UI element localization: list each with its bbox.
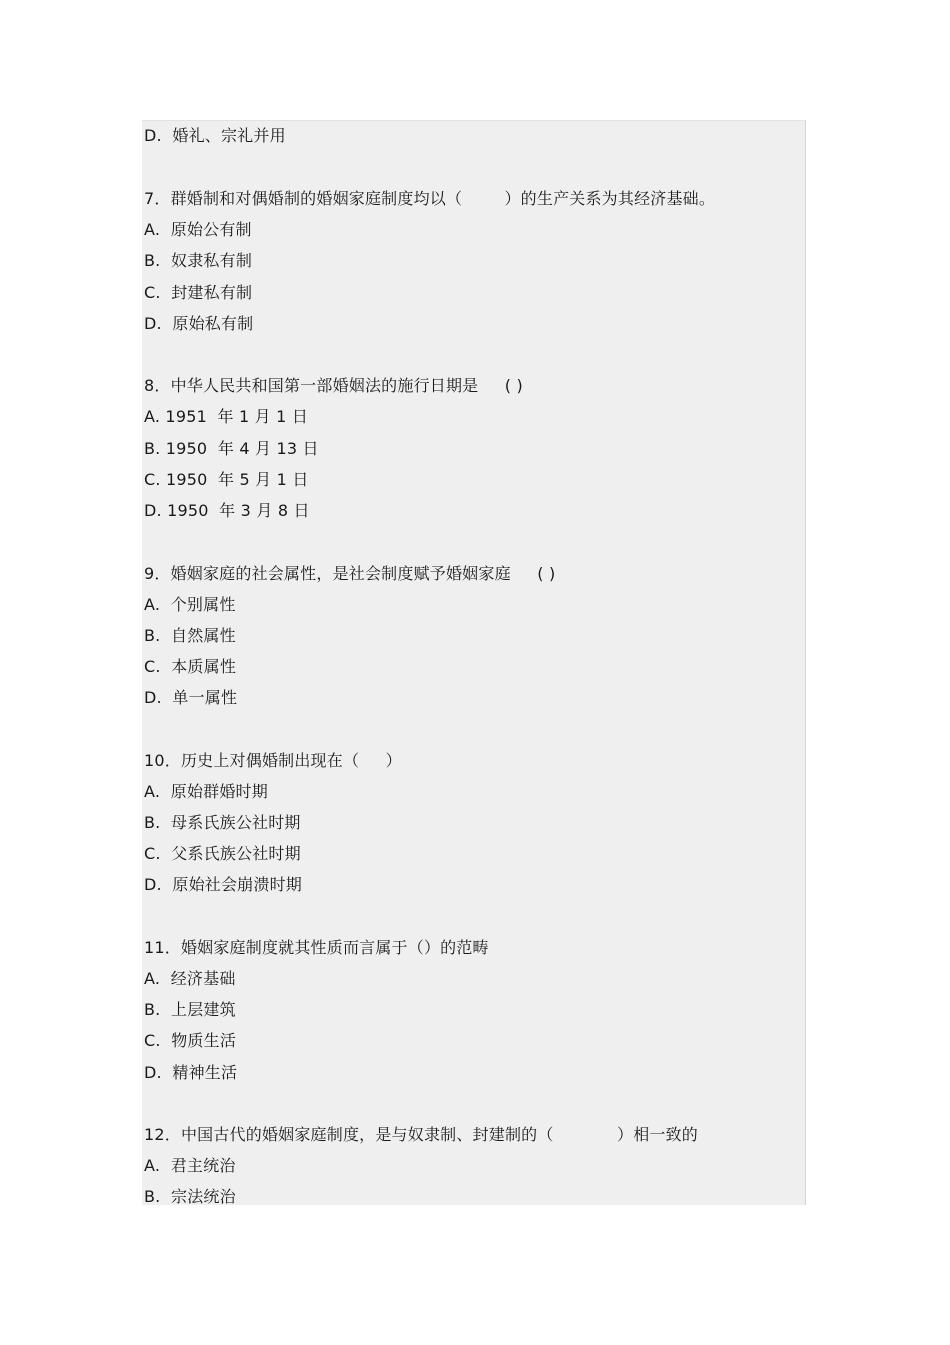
q10-question: 10．历史上对偶婚制出现在（ ） [144,751,402,770]
q7-option-a: A. 原始公有制 [144,220,252,239]
q8-option-c: C. 1950 年 5 月 1 日 [144,470,309,489]
q11-option-d: D. 精神生活 [144,1063,238,1082]
q10-option-c: C. 父系氏族公社时期 [144,844,301,863]
q12-option-b: B. 宗法统治 [144,1187,236,1206]
q7-question: 7．群婚制和对偶婚制的婚姻家庭制度均以（ ）的生产关系为其经济基础。 [144,189,716,208]
q11-question: 11．婚姻家庭制度就其性质而言属于（）的范畴 [144,938,489,957]
q9-option-a: A. 个别属性 [144,595,236,614]
q7-option-d: D. 原始私有制 [144,314,254,333]
q9-option-d: D. 单一属性 [144,688,238,707]
q10-option-b: B. 母系氏族公社时期 [144,813,301,832]
q7-option-b: B. 奴隶私有制 [144,251,253,270]
q12-option-a: A. 君主统治 [144,1156,236,1175]
q9-option-c: C. 本质属性 [144,657,237,676]
q10-option-d: D. 原始社会崩溃时期 [144,875,302,894]
q7-option-c: C. 封建私有制 [144,283,253,302]
q8-option-b: B. 1950 年 4 月 13 日 [144,439,319,458]
q8-option-d: D. 1950 年 3 月 8 日 [144,501,310,520]
q12-question: 12．中国古代的婚姻家庭制度，是与奴隶制、封建制的（ ）相一致的 [144,1125,698,1144]
q9-option-b: B. 自然属性 [144,626,236,645]
q8-question: 8．中华人民共和国第一部婚姻法的施行日期是 ( ) [144,376,523,395]
q11-option-a: A. 经济基础 [144,969,236,988]
q11-option-c: C. 物质生活 [144,1031,237,1050]
q8-option-a: A. 1951 年 1 月 1 日 [144,407,309,426]
q11-option-b: B. 上层建筑 [144,1000,236,1019]
q10-option-a: A. 原始群婚时期 [144,782,268,801]
q6-option-d: D. 婚礼、宗礼并用 [144,126,286,145]
q9-question: 9．婚姻家庭的社会属性，是社会制度赋予婚姻家庭 ( ) [144,564,556,583]
